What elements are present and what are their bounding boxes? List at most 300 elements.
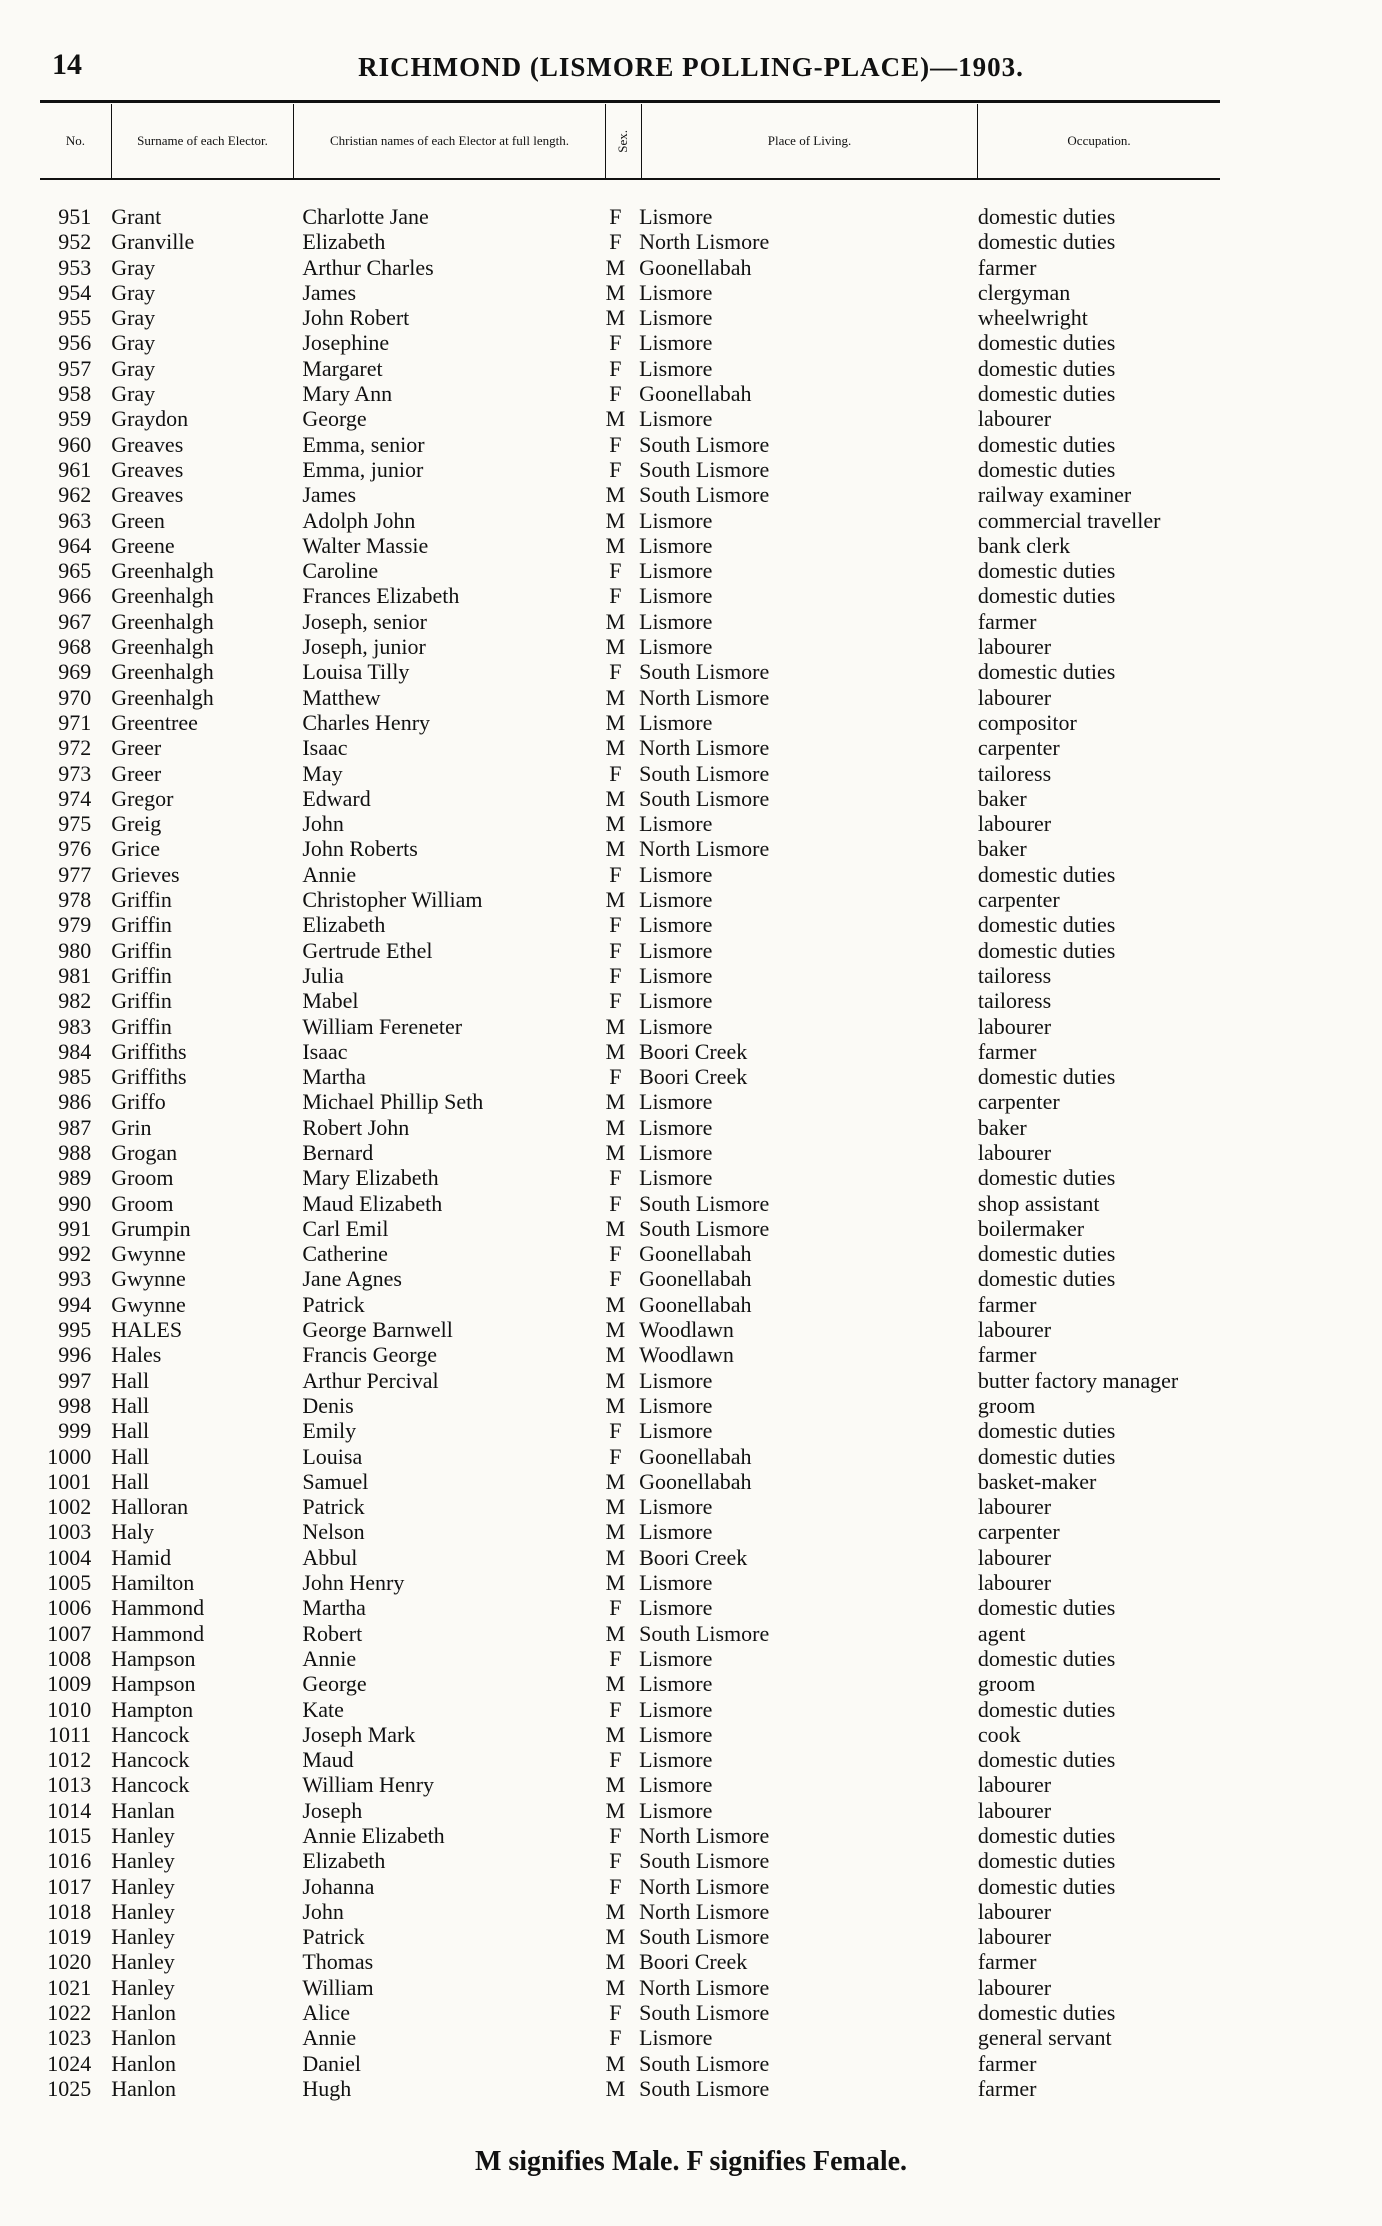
elector-occupation: labourer: [977, 1013, 1052, 1039]
elector-number: 984: [58, 1038, 92, 1064]
elector-place: South Lismore: [639, 2075, 770, 2101]
elector-place: Lismore: [639, 608, 713, 634]
table-row: [40, 2000, 1220, 2025]
elector-surname: Greenhalgh: [111, 684, 214, 710]
elector-surname: Hanley: [111, 1924, 175, 1950]
elector-sex: M: [605, 507, 626, 533]
elector-number: 1020: [47, 1949, 92, 1975]
elector-place: Lismore: [639, 1671, 713, 1697]
elector-christian-names: Kate: [302, 1696, 344, 1722]
elector-occupation: labourer: [977, 1797, 1052, 1823]
elector-occupation: domestic duties: [977, 558, 1116, 584]
elector-number: 997: [58, 1367, 92, 1393]
elector-place: Lismore: [639, 962, 713, 988]
elector-number: 1008: [47, 1645, 92, 1671]
elector-number: 964: [58, 532, 92, 558]
elector-christian-names: Hugh: [302, 2075, 352, 2101]
elector-occupation: labourer: [977, 811, 1052, 837]
elector-occupation: carpenter: [977, 1519, 1060, 1545]
table-row: [40, 381, 1220, 406]
elector-surname: Griffin: [111, 988, 172, 1014]
elector-number: 1004: [47, 1544, 92, 1570]
elector-surname: Hanley: [111, 1873, 175, 1899]
elector-sex: M: [605, 1139, 626, 1165]
elector-christian-names: Edward: [302, 785, 371, 811]
elector-occupation: domestic duties: [977, 456, 1116, 482]
elector-surname: Hampton: [111, 1696, 194, 1722]
elector-sex: F: [609, 229, 622, 255]
elector-occupation: domestic duties: [977, 1823, 1116, 1848]
elector-sex: M: [605, 2050, 626, 2076]
elector-surname: Hall: [111, 1443, 150, 1469]
elector-number: 1002: [47, 1494, 92, 1520]
elector-number: 955: [58, 305, 92, 331]
top-rule: [40, 100, 1220, 103]
elector-occupation: farmer: [977, 254, 1037, 280]
elector-number: 988: [58, 1139, 92, 1165]
elector-occupation: farmer: [977, 2075, 1037, 2101]
elector-sex: M: [605, 1494, 626, 1520]
elector-sex: F: [609, 912, 622, 938]
table-row: [40, 1368, 1220, 1393]
elector-surname: Gray: [111, 305, 156, 331]
elector-sex: M: [605, 1544, 626, 1570]
table-row: [40, 305, 1220, 330]
elector-occupation: domestic duties: [977, 1266, 1116, 1292]
table-row: [40, 1064, 1220, 1089]
table-row: [40, 912, 1220, 937]
elector-occupation: labourer: [977, 1494, 1052, 1520]
elector-occupation: domestic duties: [977, 1848, 1116, 1874]
elector-number: 1003: [47, 1519, 92, 1545]
elector-surname: Grieves: [111, 861, 180, 887]
elector-surname: Hampson: [111, 1645, 196, 1671]
table-row: [40, 229, 1220, 254]
elector-surname: Hanlan: [111, 1797, 175, 1823]
elector-number: 951: [58, 204, 92, 229]
elector-christian-names: May: [302, 760, 343, 786]
elector-sex: F: [609, 1266, 622, 1292]
elector-occupation: baker: [977, 785, 1027, 811]
elector-sex: F: [609, 988, 622, 1014]
elector-christian-names: Matthew: [302, 684, 381, 710]
elector-place: South Lismore: [639, 2000, 770, 2026]
elector-occupation: carpenter: [977, 887, 1060, 913]
elector-place: Lismore: [639, 1165, 713, 1191]
table-row: [40, 988, 1220, 1013]
table-row: [40, 1823, 1220, 1848]
elector-number: 978: [58, 887, 92, 913]
elector-place: Lismore: [639, 305, 713, 331]
elector-christian-names: Johanna: [302, 1873, 375, 1899]
elector-number: 989: [58, 1165, 92, 1191]
elector-sex: M: [605, 684, 626, 710]
table-row: [40, 1874, 1220, 1899]
elector-occupation: boilermaker: [977, 1215, 1085, 1241]
elector-occupation: labourer: [977, 684, 1052, 710]
elector-christian-names: Annie: [302, 861, 357, 887]
elector-sex: M: [605, 254, 626, 280]
elector-sex: M: [605, 1317, 626, 1343]
elector-occupation: carpenter: [977, 1089, 1060, 1115]
elector-surname: Gwynne: [111, 1291, 186, 1317]
elector-sex: F: [609, 204, 622, 229]
elector-surname: Hales: [111, 1342, 162, 1368]
elector-place: South Lismore: [639, 1620, 770, 1646]
elector-occupation: domestic duties: [977, 330, 1116, 356]
elector-christian-names: Joseph, senior: [302, 608, 427, 634]
elector-occupation: general servant: [977, 2025, 1112, 2051]
elector-place: South Lismore: [639, 2050, 770, 2076]
elector-number: 1013: [47, 1772, 92, 1798]
elector-christian-names: Louisa: [302, 1443, 363, 1469]
elector-place: South Lismore: [639, 456, 770, 482]
elector-surname: Gray: [111, 381, 156, 407]
column-header-surname: Surname of each Elector.: [112, 104, 294, 178]
elector-surname: Hancock: [111, 1747, 190, 1773]
elector-occupation: domestic duties: [977, 583, 1116, 609]
elector-number: 965: [58, 558, 92, 584]
elector-christian-names: Maud Elizabeth: [302, 1190, 443, 1216]
elector-number: 954: [58, 279, 92, 305]
elector-place: Lismore: [639, 1114, 713, 1140]
elector-sex: M: [605, 1038, 626, 1064]
elector-number: 1010: [47, 1696, 92, 1722]
elector-place: Lismore: [639, 937, 713, 963]
elector-place: Goonellabah: [639, 1443, 752, 1469]
elector-sex: M: [605, 887, 626, 913]
elector-occupation: labourer: [977, 1924, 1052, 1950]
elector-surname: Haly: [111, 1519, 154, 1545]
elector-number: 983: [58, 1013, 92, 1039]
elector-place: South Lismore: [639, 785, 770, 811]
elector-sex: F: [609, 962, 622, 988]
elector-christian-names: Mary Ann: [302, 381, 393, 407]
elector-sex: F: [609, 1443, 622, 1469]
elector-surname: Gregor: [111, 785, 174, 811]
elector-place: South Lismore: [639, 1190, 770, 1216]
elector-place: Lismore: [639, 1139, 713, 1165]
elector-place: Lismore: [639, 1519, 713, 1545]
elector-surname: HALES: [111, 1317, 183, 1343]
elector-surname: Griffo: [111, 1089, 166, 1115]
elector-number: 1000: [47, 1443, 92, 1469]
elector-christian-names: William: [302, 1974, 374, 2000]
elector-sex: M: [605, 1392, 626, 1418]
elector-number: 1018: [47, 1898, 92, 1924]
elector-christian-names: Emma, junior: [302, 456, 424, 482]
elector-sex: F: [609, 381, 622, 407]
elector-place: North Lismore: [639, 1873, 770, 1899]
elector-place: South Lismore: [639, 1215, 770, 1241]
elector-surname: Hampson: [111, 1671, 196, 1697]
elector-christian-names: Patrick: [302, 1924, 365, 1950]
elector-number: 1012: [47, 1747, 92, 1773]
table-header: [40, 104, 1220, 178]
table-row: [40, 1039, 1220, 1064]
elector-christian-names: John Henry: [302, 1570, 405, 1596]
table-row: [40, 1621, 1220, 1646]
elector-sex: M: [605, 305, 626, 331]
elector-number: 982: [58, 988, 92, 1014]
elector-number: 1022: [47, 2000, 92, 2026]
elector-number: 1006: [47, 1595, 92, 1621]
elector-surname: Grogan: [111, 1139, 178, 1165]
table-row: [40, 533, 1220, 558]
elector-surname: Greenhalgh: [111, 659, 214, 685]
elector-surname: Greaves: [111, 431, 184, 457]
elector-occupation: domestic duties: [977, 1595, 1116, 1621]
elector-occupation: compositor: [977, 709, 1077, 735]
elector-occupation: domestic duties: [977, 1696, 1116, 1722]
elector-place: Lismore: [639, 558, 713, 584]
elector-occupation: domestic duties: [977, 1645, 1116, 1671]
elector-christian-names: George Barnwell: [302, 1317, 453, 1343]
elector-christian-names: Frances Elizabeth: [302, 583, 460, 609]
table-row: [40, 963, 1220, 988]
elector-sex: M: [605, 1215, 626, 1241]
elector-place: Boori Creek: [639, 1038, 748, 1064]
elector-place: Lismore: [639, 1645, 713, 1671]
elector-sex: F: [609, 330, 622, 356]
elector-sex: M: [605, 811, 626, 837]
elector-occupation: bank clerk: [977, 532, 1071, 558]
elector-number: 957: [58, 355, 92, 381]
table-row: [40, 1747, 1220, 1772]
elector-place: Lismore: [639, 532, 713, 558]
elector-surname: Griffin: [111, 937, 172, 963]
table-row: [40, 1772, 1220, 1797]
elector-occupation: farmer: [977, 2050, 1037, 2076]
elector-surname: Gwynne: [111, 1266, 186, 1292]
elector-occupation: groom: [977, 1392, 1036, 1418]
elector-occupation: carpenter: [977, 735, 1060, 761]
elector-christian-names: Walter Massie: [302, 532, 429, 558]
elector-surname: Groom: [111, 1165, 174, 1191]
table-row: [40, 836, 1220, 861]
elector-place: Woodlawn: [639, 1317, 734, 1343]
elector-surname: Hanley: [111, 1974, 175, 2000]
elector-christian-names: William Fereneter: [302, 1013, 463, 1039]
elector-occupation: domestic duties: [977, 861, 1116, 887]
elector-occupation: labourer: [977, 1139, 1052, 1165]
column-header-occupation: Occupation.: [1067, 132, 1131, 148]
elector-occupation: clergyman: [977, 279, 1071, 305]
elector-number: 967: [58, 608, 92, 634]
elector-place: Lismore: [639, 330, 713, 356]
elector-christian-names: Robert: [302, 1620, 363, 1646]
elector-surname: Granville: [111, 229, 195, 255]
elector-christian-names: Gertrude Ethel: [302, 937, 433, 963]
elector-number: 998: [58, 1392, 92, 1418]
table-row: [40, 1697, 1220, 1722]
elector-surname: Greenhalgh: [111, 634, 214, 660]
elector-place: North Lismore: [639, 1898, 770, 1924]
elector-place: Lismore: [639, 1721, 713, 1747]
elector-number: 1015: [47, 1823, 92, 1848]
elector-surname: Hamilton: [111, 1570, 195, 1596]
table-row: [40, 457, 1220, 482]
elector-christian-names: William Henry: [302, 1772, 435, 1798]
elector-christian-names: Elizabeth: [302, 229, 386, 255]
elector-sex: M: [605, 1367, 626, 1393]
elector-number: 963: [58, 507, 92, 533]
elector-number: 995: [58, 1317, 92, 1343]
elector-sex: M: [605, 1291, 626, 1317]
electors-table: [40, 204, 1220, 2101]
elector-place: North Lismore: [639, 735, 770, 761]
elector-occupation: domestic duties: [977, 431, 1116, 457]
elector-sex: M: [605, 1013, 626, 1039]
elector-place: Lismore: [639, 507, 713, 533]
elector-number: 976: [58, 836, 92, 862]
elector-place: South Lismore: [639, 1924, 770, 1950]
elector-number: 960: [58, 431, 92, 457]
elector-surname: Greer: [111, 735, 162, 761]
table-row: [40, 887, 1220, 912]
elector-christian-names: Martha: [302, 1064, 366, 1090]
elector-christian-names: Jane Agnes: [302, 1266, 402, 1292]
elector-number: 962: [58, 482, 92, 508]
elector-sex: M: [605, 1468, 626, 1494]
elector-place: South Lismore: [639, 659, 770, 685]
elector-christian-names: Adolph John: [302, 507, 416, 533]
table-row: [40, 811, 1220, 836]
elector-surname: Gray: [111, 254, 156, 280]
table-row: [40, 1722, 1220, 1747]
table-row: [40, 1975, 1220, 2000]
table-row: [40, 2025, 1220, 2050]
elector-number: 990: [58, 1190, 92, 1216]
elector-surname: Greaves: [111, 456, 184, 482]
table-row: [40, 1848, 1220, 1873]
elector-sex: M: [605, 1620, 626, 1646]
table-row: [40, 1418, 1220, 1443]
elector-christian-names: Emma, senior: [302, 431, 425, 457]
table-row: [40, 558, 1220, 583]
elector-place: North Lismore: [639, 836, 770, 862]
elector-sex: M: [605, 608, 626, 634]
table-row: [40, 710, 1220, 735]
elector-occupation: agent: [977, 1620, 1026, 1646]
elector-surname: Greenhalgh: [111, 558, 214, 584]
elector-surname: Grumpin: [111, 1215, 191, 1241]
elector-sex: F: [609, 1241, 622, 1267]
elector-surname: Griffin: [111, 887, 172, 913]
elector-sex: F: [609, 1696, 622, 1722]
elector-surname: Griffin: [111, 1013, 172, 1039]
elector-occupation: shop assistant: [977, 1190, 1100, 1216]
table-row: [40, 2076, 1220, 2101]
elector-sex: F: [609, 1064, 622, 1090]
elector-number: 1001: [47, 1468, 92, 1494]
table-row: [40, 1393, 1220, 1418]
elector-occupation: groom: [977, 1671, 1036, 1697]
elector-christian-names: Arthur Percival: [302, 1367, 439, 1393]
elector-sex: F: [609, 760, 622, 786]
elector-place: Lismore: [639, 1418, 713, 1444]
header-rule: [40, 178, 1220, 180]
elector-number: 994: [58, 1291, 92, 1317]
elector-number: 1007: [47, 1620, 92, 1646]
elector-number: 1016: [47, 1848, 92, 1874]
elector-sex: M: [605, 482, 626, 508]
elector-place: Lismore: [639, 811, 713, 837]
elector-number: 953: [58, 254, 92, 280]
elector-occupation: domestic duties: [977, 355, 1116, 381]
elector-place: Goonellabah: [639, 1241, 752, 1267]
elector-number: 973: [58, 760, 92, 786]
table-row: [40, 1241, 1220, 1266]
elector-sex: F: [609, 1418, 622, 1444]
table-row: [40, 1671, 1220, 1696]
elector-occupation: farmer: [977, 608, 1037, 634]
elector-christian-names: James: [302, 279, 357, 305]
elector-surname: Hanlon: [111, 2050, 176, 2076]
elector-number: 1014: [47, 1797, 92, 1823]
elector-occupation: labourer: [977, 1570, 1052, 1596]
elector-sex: F: [609, 2025, 622, 2051]
elector-occupation: labourer: [977, 1974, 1052, 2000]
elector-sex: F: [609, 558, 622, 584]
elector-place: South Lismore: [639, 482, 770, 508]
elector-occupation: tailoress: [977, 962, 1052, 988]
elector-place: Lismore: [639, 1570, 713, 1596]
elector-christian-names: Mabel: [302, 988, 359, 1014]
elector-surname: Hanlon: [111, 2025, 176, 2051]
elector-number: 974: [58, 785, 92, 811]
table-row: [40, 1014, 1220, 1039]
elector-christian-names: Catherine: [302, 1241, 388, 1267]
elector-surname: Hancock: [111, 1721, 190, 1747]
elector-surname: Griffiths: [111, 1064, 187, 1090]
elector-number: 975: [58, 811, 92, 837]
elector-place: Lismore: [639, 204, 713, 229]
elector-place: Goonellabah: [639, 254, 752, 280]
elector-christian-names: Daniel: [302, 2050, 361, 2076]
table-row: [40, 659, 1220, 684]
column-header-place-of-living: Place of Living.: [642, 104, 978, 178]
elector-occupation: domestic duties: [977, 204, 1116, 229]
elector-christian-names: Mary Elizabeth: [302, 1165, 439, 1191]
elector-surname: Hall: [111, 1392, 150, 1418]
elector-surname: Hanley: [111, 1949, 175, 1975]
elector-sex: F: [609, 659, 622, 685]
elector-place: Boori Creek: [639, 1064, 748, 1090]
elector-christian-names: Margaret: [302, 355, 383, 381]
elector-christian-names: Isaac: [302, 735, 348, 761]
table-row: [40, 1165, 1220, 1190]
elector-place: Lismore: [639, 1494, 713, 1520]
table-row: [40, 1899, 1220, 1924]
table-row: [40, 1342, 1220, 1367]
elector-number: 1023: [47, 2025, 92, 2051]
elector-place: Lismore: [639, 1797, 713, 1823]
elector-sex: F: [609, 937, 622, 963]
elector-christian-names: Thomas: [302, 1949, 374, 1975]
elector-occupation: tailoress: [977, 760, 1052, 786]
elector-number: 987: [58, 1114, 92, 1140]
elector-surname: Greig: [111, 811, 162, 837]
elector-number: 1019: [47, 1924, 92, 1950]
elector-christian-names: Annie: [302, 1645, 357, 1671]
elector-christian-names: Samuel: [302, 1468, 369, 1494]
elector-sex: F: [609, 1645, 622, 1671]
elector-place: Lismore: [639, 1367, 713, 1393]
elector-place: Lismore: [639, 988, 713, 1014]
elector-surname: Grin: [111, 1114, 152, 1140]
elector-surname: Greer: [111, 760, 162, 786]
